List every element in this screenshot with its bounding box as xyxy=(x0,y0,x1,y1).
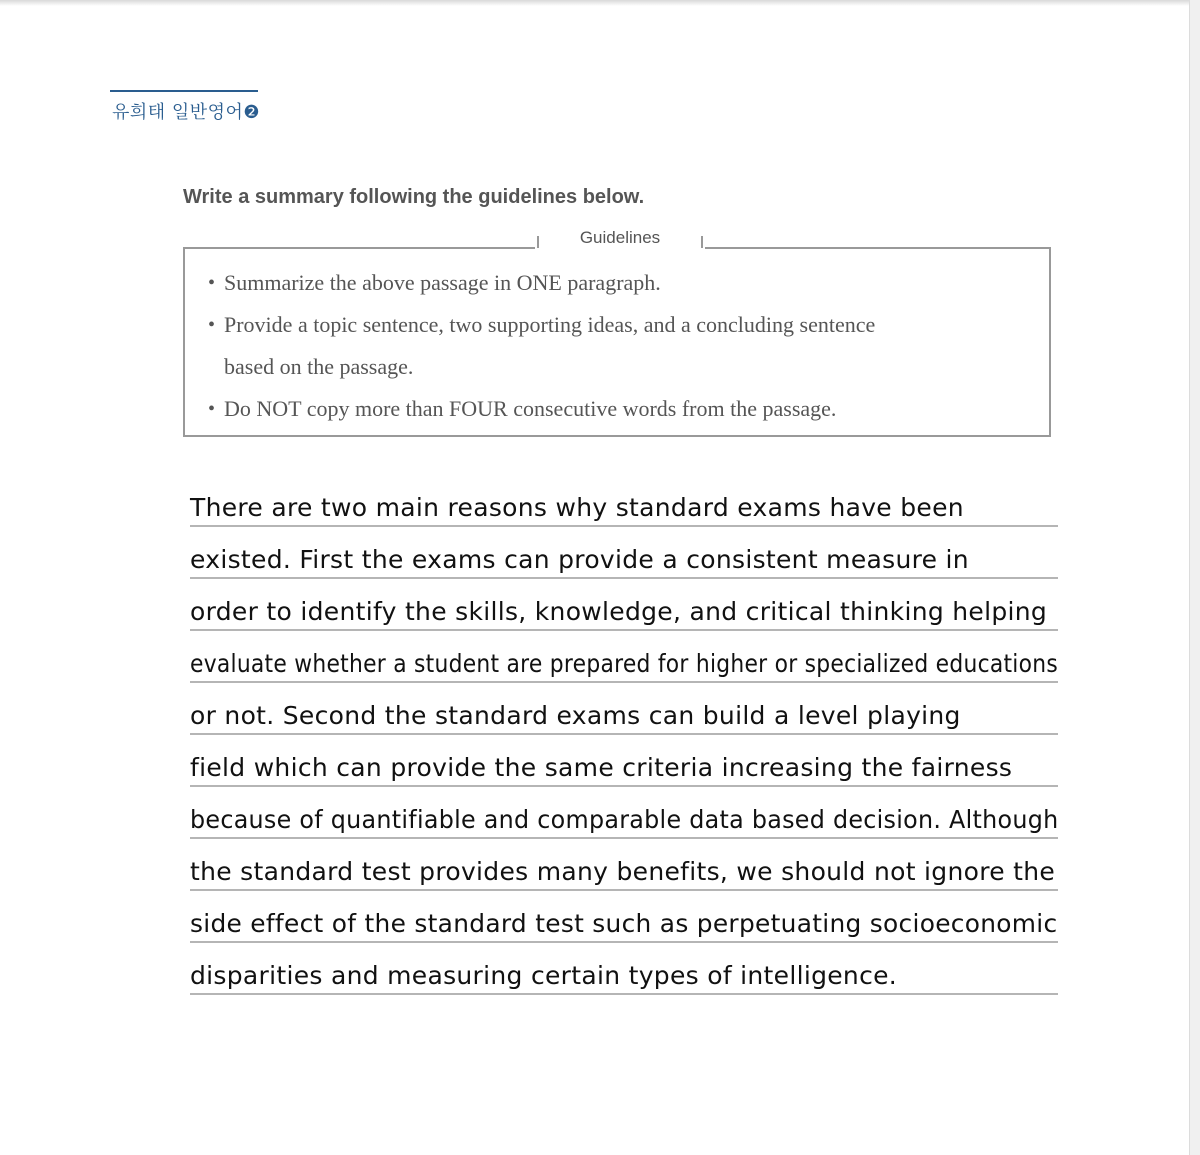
answer-line-text: because of quantifiable and comparable data based decision. Although xyxy=(190,805,1059,834)
guidelines-list xyxy=(208,262,1038,430)
answer-line-text: or not. Second the standard exams can build a level playing xyxy=(190,701,961,730)
answer-line-text: the standard test provides many benefits, we should not ignore the xyxy=(190,857,1056,886)
answer-line xyxy=(190,735,1058,787)
answer-line xyxy=(190,475,1058,527)
header-rule xyxy=(110,90,258,92)
handwritten-answer xyxy=(190,475,1058,995)
answer-line xyxy=(190,943,1058,995)
answer-line xyxy=(190,891,1058,943)
answer-line xyxy=(190,579,1058,631)
answer-line-text: side effect of the standard test such as perpetuating socioeconomic xyxy=(190,909,1058,938)
answer-line xyxy=(190,631,1058,683)
book-header: 유희태 일반영어❷ xyxy=(112,102,261,123)
guideline-item-continuation: based on the passage. xyxy=(224,354,414,379)
answer-line xyxy=(190,787,1058,839)
guideline-item: • Provide a topic sentence, two supporting ideas, and a concluding sentence xyxy=(208,304,1038,346)
answer-line-text: evaluate whether a student are prepared for higher or specialized educations xyxy=(190,649,1058,678)
guideline-item: • Do NOT copy more than FOUR consecutive words from the passage. xyxy=(208,388,1038,430)
answer-line xyxy=(190,839,1058,891)
guidelines-label: Guidelines xyxy=(579,228,661,247)
answer-line-text: existed. First the exams can provide a consistent measure in xyxy=(190,545,969,574)
answer-line-text: field which can provide the same criteria increasing the fairness xyxy=(190,753,1013,782)
page-right-edge xyxy=(1189,0,1200,1155)
page-top-edge xyxy=(0,0,1200,6)
answer-line-text: disparities and measuring certain types of intelligence. xyxy=(190,961,898,990)
answer-line xyxy=(190,527,1058,579)
instruction-text: Write a summary following the guidelines below. xyxy=(183,186,645,208)
answer-line-text: There are two main reasons why standard exams have been xyxy=(190,493,964,522)
guideline-item: • Summarize the above passage in ONE paragraph. xyxy=(208,262,1038,304)
answer-line xyxy=(190,683,1058,735)
answer-line-text: order to identify the skills, knowledge, and critical thinking helping xyxy=(190,597,1048,626)
guidelines-label-wrap xyxy=(535,228,705,250)
